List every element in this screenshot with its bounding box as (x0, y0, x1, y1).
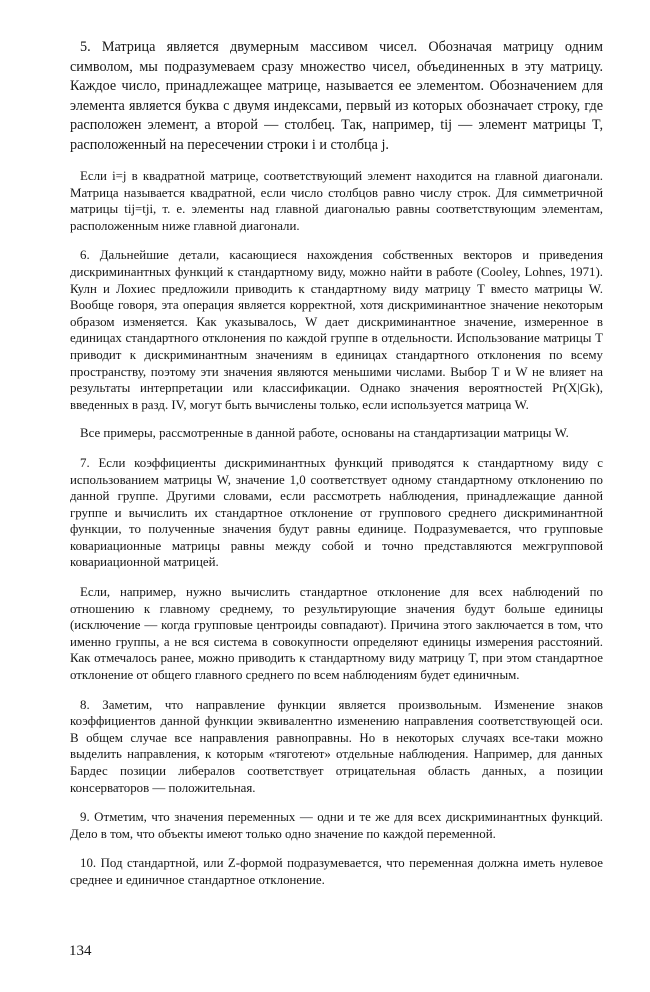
paragraph-7-standard-deviation: 7. Если коэффициенты дискриминантных функций приводятся к стандартному виду с использованием матрицы W, значение 1,0 соответствует одному стандартному отклонению по данной группе. Другими словами, если рассмотреть наблюдения, принадлежащие данной группе и вычислить их стандартное отклонение от группового среднего дискриминантной функции, то полученные значения будут равны единице. Подразумевается, что групповые ковариационные матрицы равны между собой и точно представляются межгрупповой ковариационной матрицей. (70, 455, 603, 570)
paragraph-9-variables: 9. Отметим, что значения переменных — одни и те же для всех дискриминантных функций. Дело в том, что объекты имеют только одно значение по каждой переменной. (70, 810, 603, 841)
paragraph-10-z-form: 10. Под стандартной, или Z-формой подразумевается, что переменная должна иметь нулевое среднее и единичное стандартное отклонение. (70, 856, 603, 887)
page-body (70, 38, 603, 889)
paragraph-8-direction: 8. Заметим, что направление функции является произвольным. Изменение знаков коэффициентов данной функции эквивалентно изменению направления соответствующей оси. В общем случае все направления равноправны. Но в некоторых случаях все-таки можно выделить направления, к которым «тяготеют» отдельные наблюдения. Например, для данных Бардес позиции либералов соответствует отрицательная область данных, а позиции консерваторов — положительная. (70, 697, 603, 795)
paragraph-examples-standardization: Все примеры, рассмотренные в данной работе, основаны на стандартизации матрицы W. (80, 426, 569, 441)
paragraph-square-matrix: Если i=j в квадратной матрице, соответствующий элемент находится на главной диагонали. Матрица называется квадратной, если число столбцов равно числу строк. Для симметричной матрицы tij=tji, т. е. элементы над главной диагональю равны соответствующим элементам, расположенным ниже главной диагонали. (70, 169, 603, 233)
paragraph-6-eigenvectors: 6. Дальнейшие детали, касающиеся нахождения собственных векторов и приведения дискриминантных функций к стандартному виду, можно найти в работе (Cooley, Lohnes, 1971). Кулн и Лохиес предложили приводить к стандартному виду матрицу T вместо матрицы W. Вообще говоря, эта операция является корректной, хотя дискриминантное значение некоторым образом изменяется. Как указывалось, W дает дискриминантное значение, измеренное в единицах стандартного отклонения по каждой группе в отдельности. Использование матрицы T приводит к дискриминантным значениям в единицах стандартного отклонения по всему пространству, поэтому эти значения являются меньшими числами. Выбор T и W не влияет на результаты интерпретации или классификации. Однако значения вероятностей Pr(X|Gk), введенных в разд. IV, могут быть вычислены только, если используется матрица W. (70, 248, 603, 412)
paragraph-5-matrix-definition: 5. Матрица является двумерным массивом чисел. Обозначая матрицу одним символом, мы подразумеваем сразу множество чисел, объединенных в эту матрицу. Каждое число, принадлежащее матрице, называется ее элементом. Обозначением для элемента является буква с двумя индексами, первый из которых обозначает строку, где расположен элемент, а второй — столбец. Так, например, tij — элемент матрицы T, расположенный на пересечении строки i и столбца j. (70, 39, 603, 153)
paragraph-total-deviation: Если, например, нужно вычислить стандартное отклонение для всех наблюдений по отношению к главному среднему, то результирующие значения будут больше единицы (исключение — когда групповые центроиды совпадают). Причина этого заключается в том, что именно группы, а не вся система в совокупности определяют единицы измерения расстояний. Как отмечалось ранее, можно приводить к стандартному виду матрицу T, при этом стандартное отклонение от общего главного среднего по всем наблюдениям будет единичным. (70, 585, 603, 683)
page-number: 134 (69, 943, 92, 959)
